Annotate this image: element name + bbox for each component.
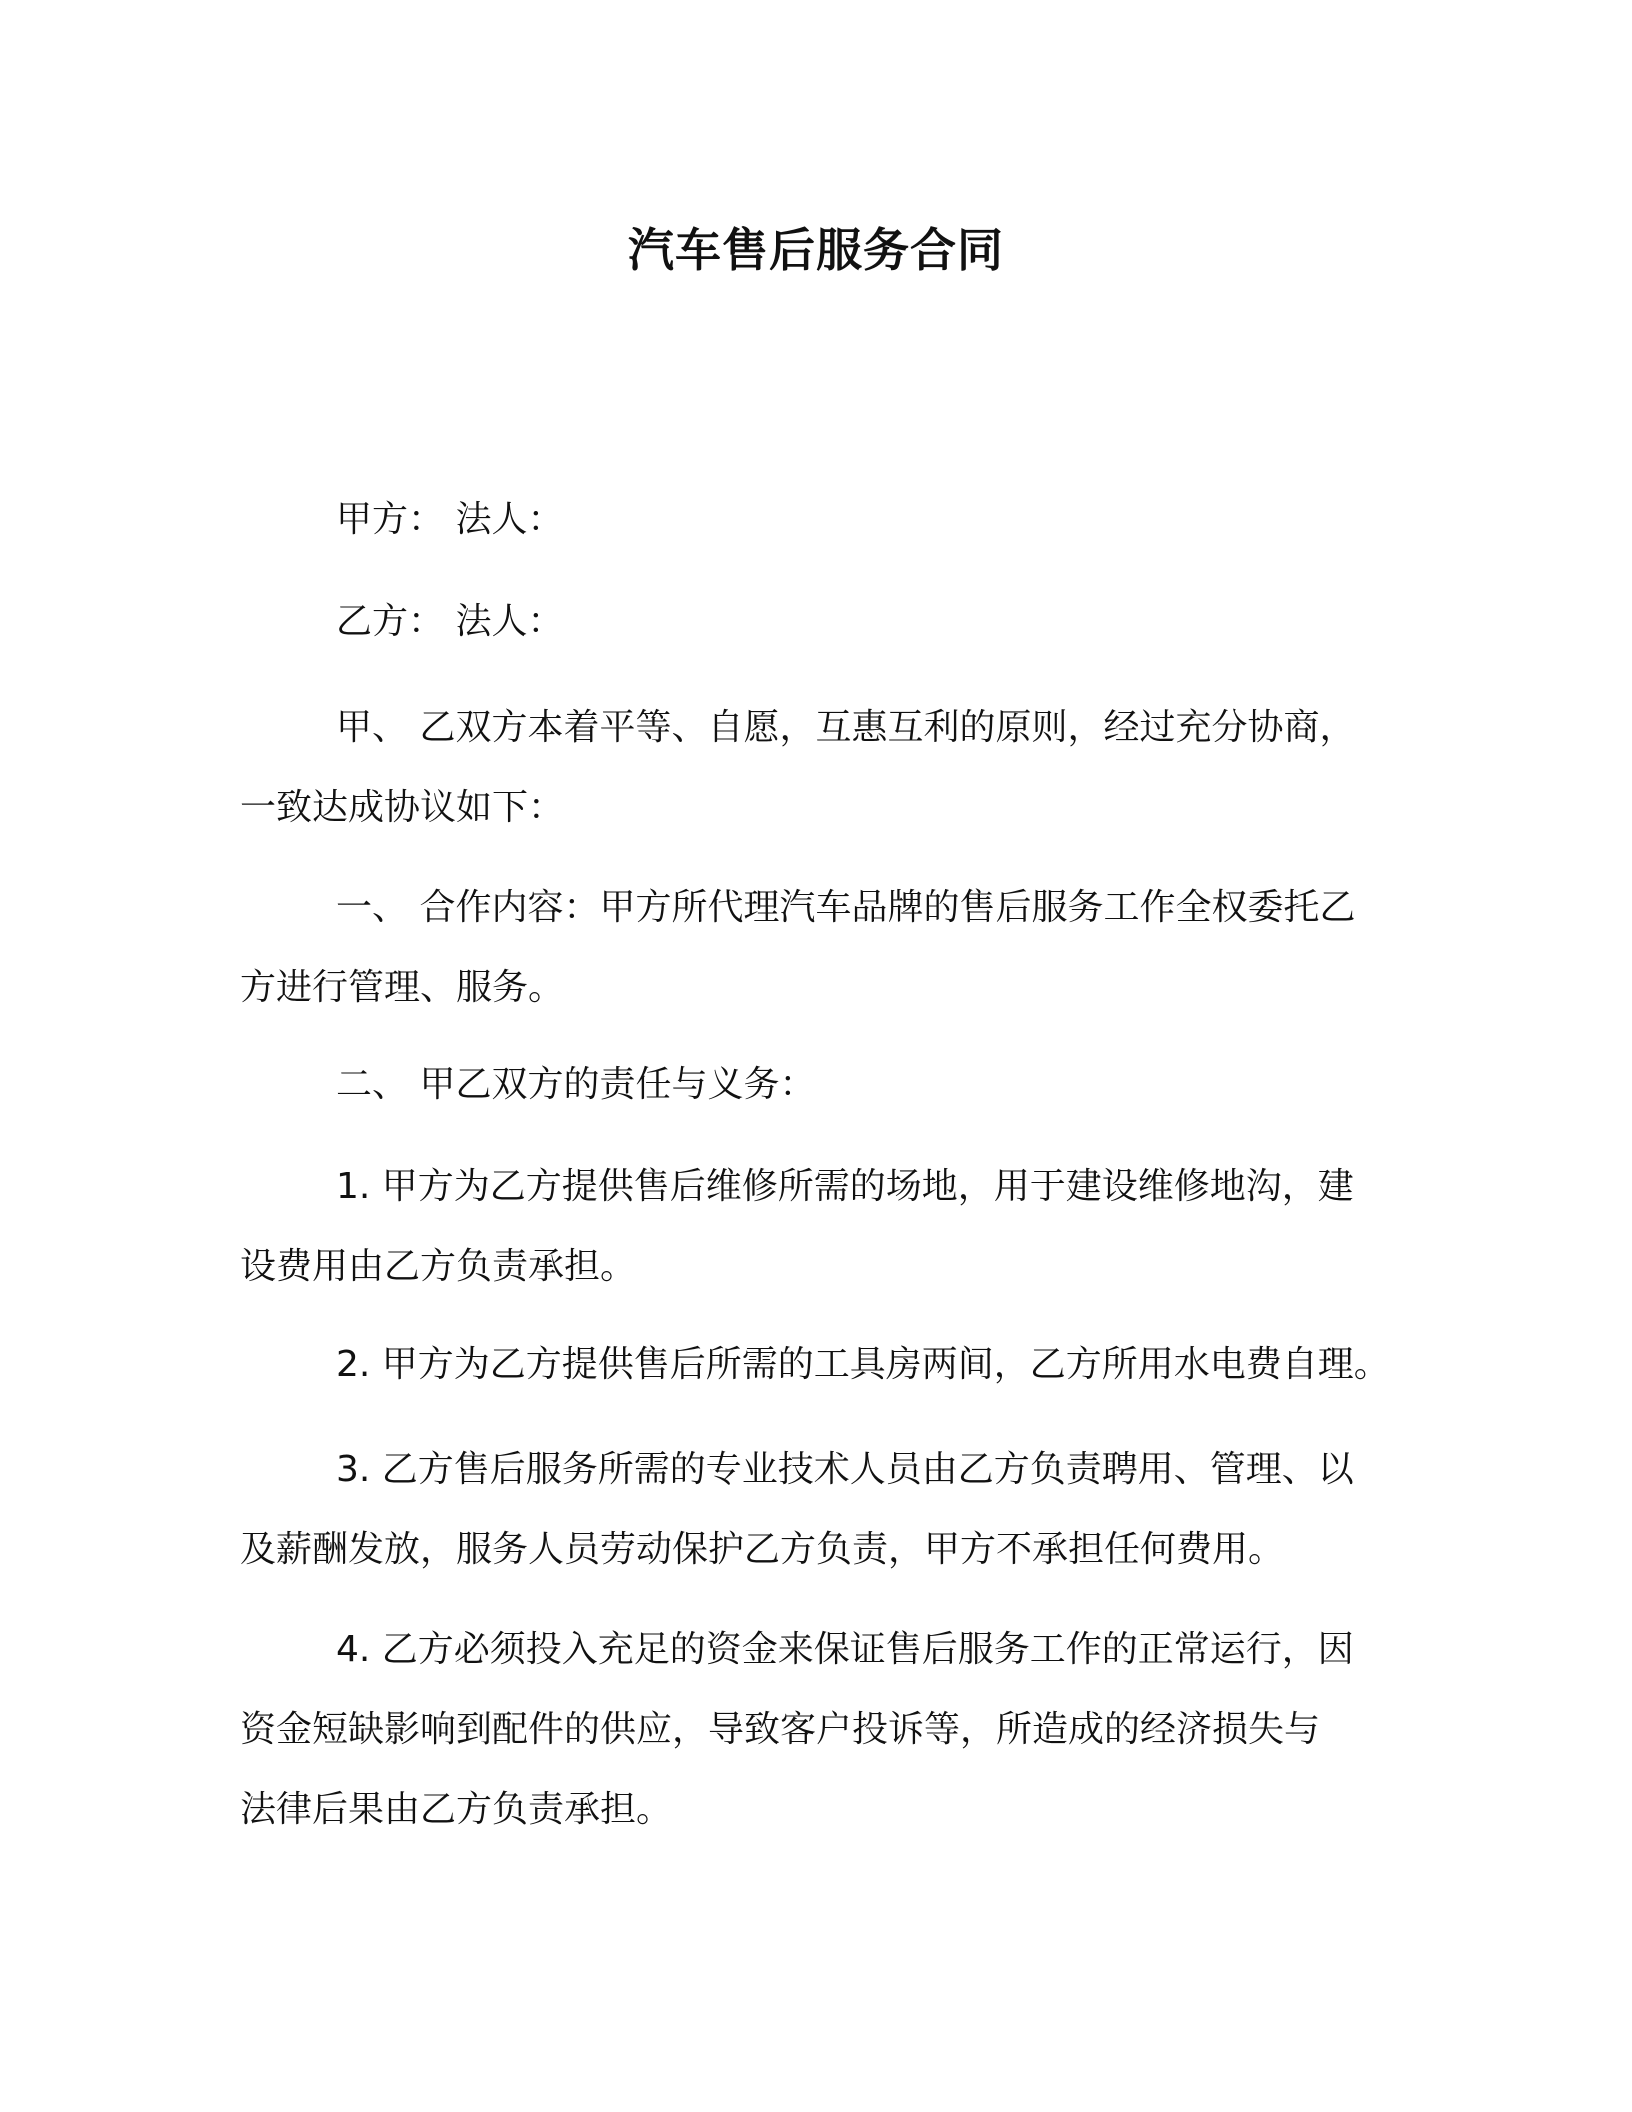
clause-1-line-1: 1. 甲方为乙方提供售后维修所需的场地，用于建设维修地沟，建 [336, 1166, 1354, 1207]
section-1-line-2: 方进行管理、服务。 [240, 967, 565, 1008]
clause-4-line-3: 法律后果由乙方负责承担。 [240, 1789, 673, 1830]
clause-4-line-1: 4. 乙方必须投入充足的资金来保证售后服务工作的正常运行，因 [336, 1629, 1354, 1670]
clause-3-line-1: 3. 乙方售后服务所需的专业技术人员由乙方负责聘用、管理、以 [336, 1449, 1354, 1490]
clause-2-paragraph [240, 1325, 1415, 1405]
section-2-heading [240, 1045, 1415, 1125]
party-b-text: 乙方： 法人： [336, 601, 564, 642]
clause-1-paragraph [240, 1147, 1415, 1307]
clause-3-line-2: 及薪酬发放，服务人员劳动保护乙方负责，甲方不承担任何费用。 [240, 1529, 1285, 1570]
preamble-line-2: 一致达成协议如下： [240, 787, 565, 828]
clause-2-line-1: 2. 甲方为乙方提供售后所需的工具房两间，乙方所用水电费自理。 [336, 1344, 1390, 1385]
party-b-line [240, 582, 1415, 662]
party-a-text: 甲方： 法人： [336, 499, 564, 540]
clause-1-line-2: 设费用由乙方负责承担。 [240, 1246, 637, 1287]
clause-4-line-2: 资金短缺影响到配件的供应，导致客户投诉等，所造成的经济损失与 [240, 1709, 1321, 1750]
section-1-line-1: 一、 合作内容：甲方所代理汽车品牌的售后服务工作全权委托乙 [336, 887, 1356, 928]
preamble-line-1: 甲、 乙双方本着平等、自愿，互惠互利的原则，经过充分协商， [336, 707, 1356, 748]
document-title: 汽车售后服务合同 [628, 223, 1004, 277]
section-1-paragraph [240, 868, 1415, 1028]
party-a-line [240, 480, 1415, 560]
preamble-paragraph [240, 688, 1415, 848]
clause-4-paragraph [240, 1610, 1415, 1850]
section-2-heading-text: 二、 甲乙双方的责任与义务： [336, 1064, 816, 1105]
clause-3-paragraph [240, 1430, 1415, 1590]
